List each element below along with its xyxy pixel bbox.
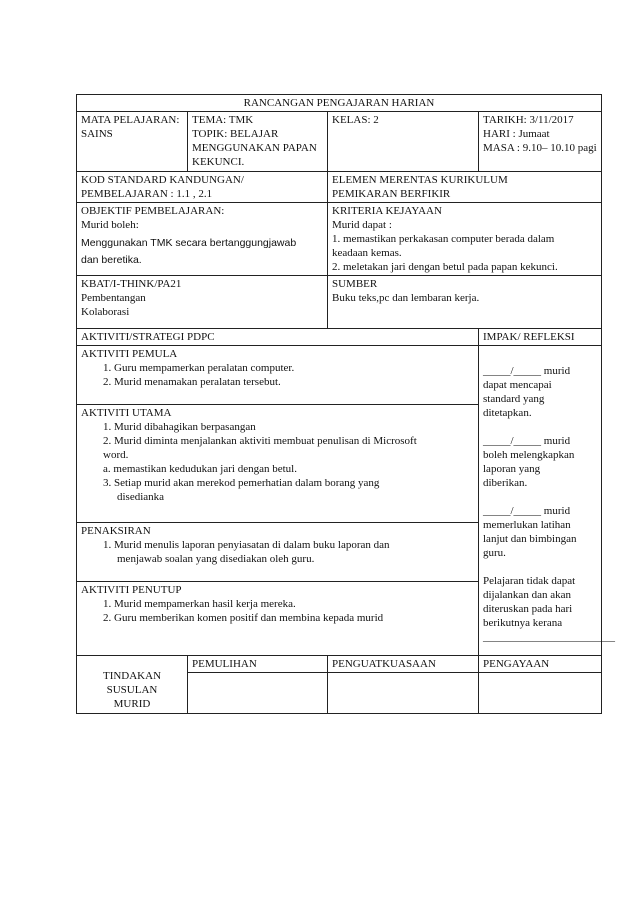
reflection-postponed: Pelajaran tidak dapat dijalankan dan akan diteruskan pada hari berikutnya kerana ________________________ <box>483 575 615 643</box>
kbat-cell <box>77 276 328 329</box>
objective-text: Menggunakan TMK secara bertanggungjawab <box>81 237 297 249</box>
activity-header: AKTIVITI/STRATEGI PDPC <box>77 329 479 346</box>
page-title: RANCANGAN PENGAJARAN HARIAN <box>77 95 602 112</box>
assessment-text: menjawab soalan yang disediakan oleh guru. <box>117 553 315 566</box>
lesson-plan-table <box>76 94 615 714</box>
remedial-header: PEMULIHAN <box>188 656 328 673</box>
reflection-completed: _____/_____ murid boleh melengkapkan laporan yang diberikan. <box>483 435 575 489</box>
date-cell <box>479 112 602 172</box>
main-item: 2. Murid diminta menjalankan aktiviti membuat penulisan di Microsoft <box>103 435 417 448</box>
info-row <box>77 112 602 172</box>
enrichment-header: PENGAYAAN <box>479 656 602 673</box>
resources-cell <box>328 276 602 329</box>
day-line: HARI : Jumaat <box>483 128 550 140</box>
assessment-text: 1. Murid menulis laporan penyiasatan di dalam buku laporan dan <box>103 539 390 552</box>
criteria-text: 2. meletakan jari dengan betul pada papan kekunci. <box>332 261 558 273</box>
resources-value: Buku teks,pc dan lembaran kerja. <box>332 292 480 304</box>
reflection-cell <box>479 346 615 656</box>
starter-activity-cell <box>77 346 479 405</box>
main-item: disedianka <box>117 491 165 504</box>
objective-intro: Murid boleh: <box>81 219 139 231</box>
element-value: PEMIKARAN BERFIKIR <box>332 188 451 200</box>
main-heading: AKTIVITI UTAMA <box>81 407 172 420</box>
criteria-heading: KRITERIA KEJAYAAN <box>332 205 442 217</box>
criteria-text: 1. memastikan perkakasan computer berada dalam <box>332 233 555 245</box>
kbat-item: Pembentangan <box>81 292 146 304</box>
element-heading: ELEMEN MERENTAS KURIKULUM <box>332 174 508 186</box>
starter-item: 1. Guru mempamerkan peralatan computer. <box>103 362 295 374</box>
lesson-plan-sheet <box>76 94 615 714</box>
subject-cell <box>77 112 188 172</box>
criteria-text: keadaan kemas. <box>332 247 402 259</box>
time-line: MASA : 9.10– 10.10 pagi <box>483 142 597 154</box>
reinforcement-header: PENGUATKUASAAN <box>328 656 479 673</box>
subject-label: MATA PELAJARAN: <box>81 114 180 126</box>
closing-item: 2. Guru memberikan komen positif dan membina kepada murid <box>103 612 384 625</box>
objective-row <box>77 203 602 276</box>
objective-cell <box>77 203 328 276</box>
main-item: 3. Setiap murid akan merekod pemerhatian dalam borang yang <box>103 477 380 490</box>
remedial-cell <box>188 673 328 714</box>
reinforcement-cell <box>328 673 479 714</box>
standard-heading: KOD STANDARD KANDUNGAN/ <box>81 174 244 186</box>
followup-label-cell <box>77 656 188 714</box>
starter-item: 2. Murid menamakan peralatan tersebut. <box>103 376 281 388</box>
topic-line: KEKUNCI. <box>192 156 245 168</box>
assessment-heading: PENAKSIRAN <box>81 525 151 538</box>
theme-line: TEMA: TMK <box>192 114 254 126</box>
followup-label: MURID <box>113 698 151 710</box>
followup-label: SUSULAN <box>106 684 158 696</box>
topic-line: MENGGUNAKAN PAPAN <box>192 142 317 154</box>
activity-header-row <box>77 329 602 346</box>
closing-item: 1. Murid mempamerkan hasil kerja mereka. <box>103 598 296 611</box>
kbat-item: Kolaborasi <box>81 306 130 318</box>
standard-value: PEMBELAJARAN : 1.1 , 2.1 <box>81 188 213 200</box>
topic-line: TOPIK: BELAJAR <box>192 128 279 140</box>
reflection-header: IMPAK/ REFLEKSI <box>479 329 602 346</box>
kbat-row <box>77 276 602 329</box>
theme-cell <box>188 112 328 172</box>
followup-header-row <box>77 656 602 673</box>
subject-value: SAINS <box>81 128 113 140</box>
class-cell: KELAS: 2 <box>328 112 479 172</box>
assessment-cell <box>77 523 479 582</box>
resources-heading: SUMBER <box>332 278 378 290</box>
content-standard-cell <box>77 172 328 203</box>
objective-heading: OBJEKTIF PEMBELAJARAN: <box>81 205 225 217</box>
date-line: TARIKH: 3/11/2017 <box>483 114 574 126</box>
main-item: word. <box>103 449 129 462</box>
main-subitem: a. memastikan kedudukan jari dengan betul. <box>103 463 297 476</box>
reflection-achieved: _____/_____ murid dapat mencapai standard yang ditetapkan. <box>483 365 571 419</box>
kbat-heading: KBAT/I-THINK/PA21 <box>81 278 182 290</box>
enrichment-cell <box>479 673 602 714</box>
standard-row <box>77 172 602 203</box>
title-row <box>77 95 602 112</box>
success-criteria-cell <box>328 203 602 276</box>
criteria-intro: Murid dapat : <box>332 219 392 231</box>
starter-row <box>77 346 602 405</box>
main-item: 1. Murid dibahagikan berpasangan <box>103 421 256 434</box>
objective-text: dan beretika. <box>81 254 142 266</box>
closing-heading: AKTIVITI PENUTUP <box>81 584 182 597</box>
closing-activity-cell <box>77 582 479 656</box>
reflection-needs-guidance: _____/_____ murid memerlukan latihan lanjut dan bimbingan guru. <box>483 505 577 559</box>
followup-label: TINDAKAN <box>102 670 162 682</box>
main-activity-cell <box>77 405 479 523</box>
starter-heading: AKTIVITI PEMULA <box>81 348 178 360</box>
cross-curricular-cell <box>328 172 602 203</box>
